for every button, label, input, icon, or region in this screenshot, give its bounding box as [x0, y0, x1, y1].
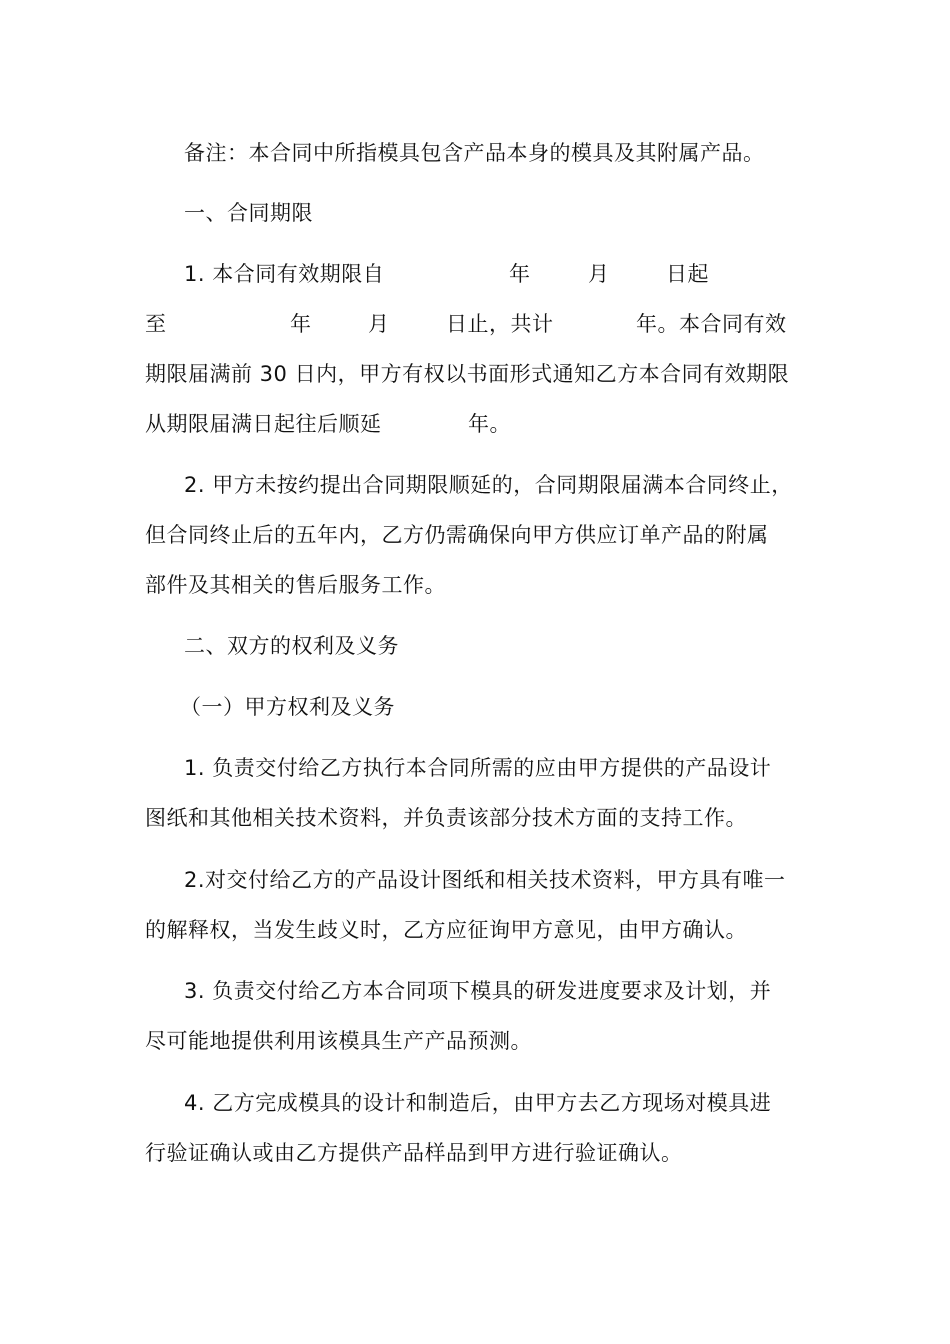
- subsection-heading-party-a: （一）甲方权利及义务: [180, 695, 395, 719]
- clause-1-2-line-2: 但合同终止后的五年内，乙方仍需确保向甲方供应订单产品的附属: [145, 523, 769, 547]
- note-paragraph: 备注：本合同中所指模具包含产品本身的模具及其附属产品。: [184, 141, 765, 165]
- section-heading-contract-term: 一、合同期限: [184, 201, 313, 225]
- clause-1-1-day-start: 日起: [666, 262, 709, 286]
- clause-2-2-line-1: 2.对交付给乙方的产品设计图纸和相关技术资料，甲方具有唯一: [184, 868, 786, 892]
- clause-1-1-day-end: 日止，共计: [446, 312, 554, 336]
- clause-1-1-year-2: 年: [290, 312, 312, 336]
- clause-1-2-line-3: 部件及其相关的售后服务工作。: [145, 573, 446, 597]
- clause-2-3-line-1: 3. 负责交付给乙方本合同项下模具的研发进度要求及计划，并: [184, 979, 772, 1003]
- clause-1-1-line-4: [0, 409, 950, 439]
- clause-1-1-line-3: 期限届满前 30 日内，甲方有权以书面形式通知乙方本合同有效期限: [145, 362, 790, 386]
- clause-1-1-line-4-tail: 年。: [468, 412, 511, 436]
- clause-1-1-line-1: [0, 259, 950, 289]
- clause-2-4-line-1: 4. 乙方完成模具的设计和制造后，由甲方去乙方现场对模具进: [184, 1091, 772, 1115]
- clause-2-4-line-2: 行验证确认或由乙方提供产品样品到甲方进行验证确认。: [145, 1141, 683, 1165]
- clause-1-1-lead: 1. 本合同有效期限自: [184, 262, 385, 286]
- clause-1-1-years-tail: 年。本合同有效: [636, 312, 787, 336]
- clause-1-1-line-2: [0, 309, 950, 339]
- section-heading-rights-obligations: 二、双方的权利及义务: [184, 634, 399, 658]
- clause-1-1-month-1: 月: [588, 262, 610, 286]
- clause-1-1-month-2: 月: [368, 312, 390, 336]
- clause-1-1-to: 至: [145, 312, 167, 336]
- clause-2-1-line-2: 图纸和其他相关技术资料，并负责该部分技术方面的支持工作。: [145, 806, 747, 830]
- clause-2-1-line-1: 1. 负责交付给乙方执行本合同所需的应由甲方提供的产品设计: [184, 756, 772, 780]
- clause-1-1-year-1: 年: [509, 262, 531, 286]
- clause-1-2-line-1: 2. 甲方未按约提出合同期限顺延的，合同期限届满本合同终止，: [184, 473, 793, 497]
- clause-2-3-line-2: 尽可能地提供利用该模具生产产品预测。: [145, 1029, 532, 1053]
- clause-2-2-line-2: 的解释权，当发生歧义时，乙方应征询甲方意见，由甲方确认。: [145, 918, 747, 942]
- clause-1-1-line-4-lead: 从期限届满日起往后顺延: [145, 412, 382, 436]
